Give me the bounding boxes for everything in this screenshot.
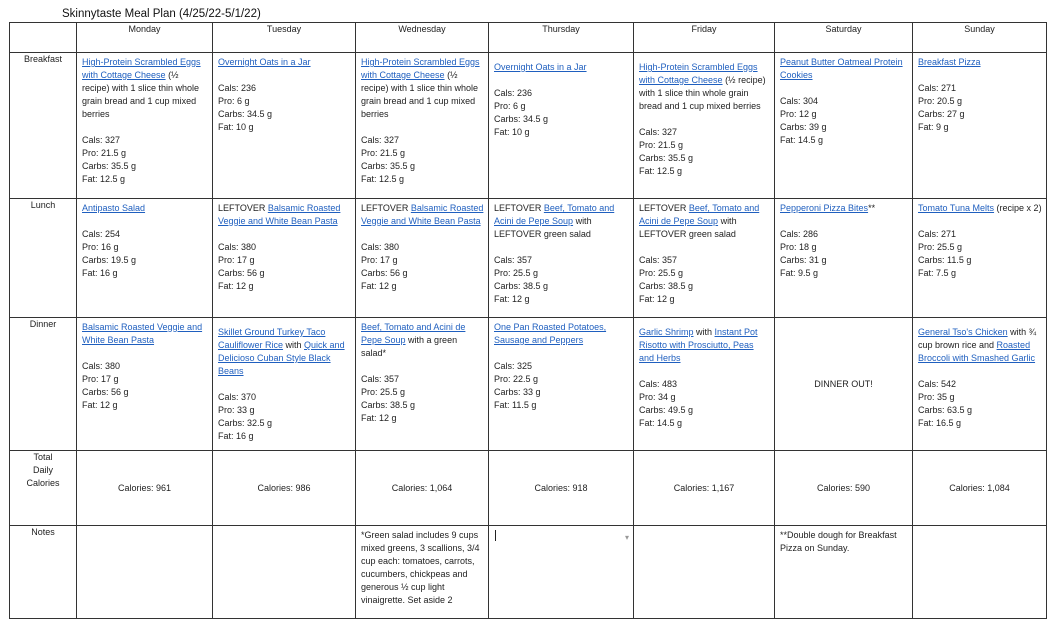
carbs: Carbs: 11.5 g (918, 255, 972, 265)
protein: Pro: 17 g (361, 255, 398, 265)
total-thursday: Calories: 918 (489, 451, 634, 526)
recipe-link[interactable]: Peanut Butter Oatmeal Protein Cookies (780, 57, 903, 80)
calories: Cals: 271 (918, 83, 957, 93)
lunch-tuesday (213, 199, 356, 318)
breakfast-saturday (775, 53, 913, 199)
recipe-link[interactable]: Breakfast Pizza (918, 57, 981, 67)
meal-note: (recipe x 2) (994, 203, 1042, 213)
carbs: Carbs: 34.5 g (218, 109, 273, 119)
calories: Cals: 357 (361, 374, 400, 384)
recipe-link-secondary[interactable]: Instant Pot Risotto with Prosciutto, Peas and Herbs (639, 327, 758, 363)
notes-monday[interactable] (77, 526, 213, 619)
meal-note: (½ recipe) with 1 slice thin whole grain bread and 1 cup mixed berries (639, 75, 766, 111)
carbs: Carbs: 63.5 g (918, 405, 973, 415)
fat: Fat: 9 g (918, 122, 949, 132)
calories: Cals: 236 (218, 83, 257, 93)
text-cursor (495, 530, 496, 541)
protein: Pro: 25.5 g (639, 268, 684, 278)
fat: Fat: 16.5 g (918, 418, 962, 428)
carbs: Carbs: 35.5 g (82, 161, 137, 171)
dinner-thursday (489, 318, 634, 451)
breakfast-wednesday (356, 53, 489, 199)
recipe-link-secondary[interactable]: Quick and Delicioso Cuban Style Black Beans (218, 340, 345, 376)
fat: Fat: 12 g (639, 294, 675, 304)
row-label-total-line1: Total (33, 452, 53, 462)
lunch-saturday (775, 199, 913, 318)
calories: Cals: 254 (82, 229, 121, 239)
leftover-prefix: LEFTOVER (494, 203, 544, 213)
lunch-monday (77, 199, 213, 318)
protein: Pro: 35 g (918, 392, 955, 402)
carbs: Carbs: 33 g (494, 387, 541, 397)
calories: Cals: 380 (82, 361, 121, 371)
carbs: Carbs: 38.5 g (361, 400, 416, 410)
fat: Fat: 12 g (494, 294, 530, 304)
day-header-friday: Friday (634, 23, 775, 53)
carbs: Carbs: 39 g (780, 122, 827, 132)
calories: Cals: 357 (639, 255, 678, 265)
notes-wednesday[interactable] (356, 526, 489, 619)
lunch-thursday (489, 199, 634, 318)
fat: Fat: 12 g (361, 413, 397, 423)
page-title: Skinnytaste Meal Plan (4/25/22-5/1/22) (62, 8, 261, 20)
notes-thursday[interactable] (489, 526, 634, 619)
day-header-tuesday: Tuesday (213, 23, 356, 53)
protein: Pro: 21.5 g (82, 148, 127, 158)
notes-sunday[interactable] (913, 526, 1047, 619)
total-monday: Calories: 961 (77, 451, 213, 526)
recipe-link[interactable]: Balsamic Roasted Veggie and White Bean Pasta (82, 322, 203, 345)
breakfast-thursday (489, 53, 634, 199)
leftover-prefix: LEFTOVER (639, 203, 689, 213)
calories: Cals: 357 (494, 255, 533, 265)
dinner-saturday: DINNER OUT! (775, 318, 913, 451)
fat: Fat: 10 g (218, 122, 254, 132)
carbs: Carbs: 56 g (218, 268, 265, 278)
calories: Cals: 327 (82, 135, 121, 145)
dinner-tuesday (213, 318, 356, 451)
calories: Cals: 271 (918, 229, 957, 239)
carbs: Carbs: 56 g (82, 387, 129, 397)
recipe-link[interactable]: High-Protein Scrambled Eggs with Cottage Cheese (82, 57, 201, 80)
recipe-link[interactable]: Skillet Ground Turkey Taco Cauliflower Rice (218, 327, 326, 350)
breakfast-monday (77, 53, 213, 199)
recipe-link[interactable]: General Tso's Chicken (918, 327, 1008, 337)
breakfast-friday (634, 53, 775, 199)
meal-note: (½ recipe) with 1 slice thin whole grain bread and 1 cup mixed berries (361, 70, 479, 119)
dropdown-arrow-icon[interactable]: ▾ (624, 533, 629, 542)
row-label-total (10, 451, 77, 526)
note-text: *Green salad includes 9 cups mixed greens, 3 scallions, 3/4 cup each: tomatoes, carrots, cucumbers, chickpeas and generous ½ cup light vinaigrette. Set aside 2 (361, 530, 480, 605)
fat: Fat: 16 g (218, 431, 254, 441)
total-wednesday: Calories: 1,064 (356, 451, 489, 526)
row-label-total-line2: Daily (32, 465, 53, 475)
fat: Fat: 12.5 g (639, 166, 683, 176)
protein: Pro: 6 g (218, 96, 250, 106)
recipe-link[interactable]: Beef, Tomato and Acini de Pepe Soup (361, 322, 466, 345)
protein: Pro: 21.5 g (639, 140, 684, 150)
calories: Cals: 542 (918, 379, 957, 389)
calories: Cals: 286 (780, 229, 819, 239)
fat: Fat: 14.5 g (780, 135, 824, 145)
day-header-sunday: Sunday (913, 23, 1047, 53)
carbs: Carbs: 31 g (780, 255, 827, 265)
fat: Fat: 12 g (218, 281, 254, 291)
carbs: Carbs: 19.5 g (82, 255, 137, 265)
recipe-link[interactable]: One Pan Roasted Potatoes, Sausage and Peppers (494, 322, 607, 345)
protein: Pro: 25.5 g (361, 387, 406, 397)
dinner-wednesday (356, 318, 489, 451)
active-cell-editor[interactable] (489, 526, 633, 544)
meal-note: ** (868, 203, 876, 213)
protein: Pro: 34 g (639, 392, 676, 402)
calories: Cals: 236 (494, 88, 533, 98)
protein: Pro: 33 g (218, 405, 255, 415)
recipe-link[interactable]: High-Protein Scrambled Eggs with Cottage Cheese (361, 57, 480, 80)
meal-note: with a green salad* (361, 335, 458, 358)
meal-note: with LEFTOVER green salad (494, 216, 592, 239)
protein: Pro: 16 g (82, 242, 119, 252)
carbs: Carbs: 27 g (918, 109, 965, 119)
row-label-lunch: Lunch (10, 199, 77, 318)
carbs: Carbs: 35.5 g (639, 153, 694, 163)
row-label-breakfast: Breakfast (10, 53, 77, 199)
row-label-total-line3: Calories (26, 478, 60, 488)
calories: Cals: 380 (218, 242, 257, 252)
protein: Pro: 17 g (218, 255, 255, 265)
protein: Pro: 18 g (780, 242, 817, 252)
note-text: **Double dough for Breakfast Pizza on Sunday. (780, 530, 897, 553)
recipe-link[interactable]: Beef, Tomato and Acini de Pepe Soup (494, 203, 615, 226)
carbs: Carbs: 34.5 g (494, 114, 549, 124)
protein: Pro: 25.5 g (918, 242, 963, 252)
calories: Cals: 325 (494, 361, 533, 371)
carbs: Carbs: 56 g (361, 268, 408, 278)
total-tuesday: Calories: 986 (213, 451, 356, 526)
calories: Cals: 304 (780, 96, 819, 106)
dinner-friday (634, 318, 775, 451)
fat: Fat: 7.5 g (918, 268, 957, 278)
leftover-prefix: LEFTOVER (218, 203, 268, 213)
calories: Cals: 327 (361, 135, 400, 145)
carbs: Carbs: 32.5 g (218, 418, 273, 428)
lunch-sunday (913, 199, 1047, 318)
fat: Fat: 12.5 g (82, 174, 126, 184)
notes-tuesday[interactable] (213, 526, 356, 619)
day-header-monday: Monday (77, 23, 213, 53)
total-saturday: Calories: 590 (775, 451, 913, 526)
meal-plan-table (9, 22, 1047, 619)
meal-note: with (283, 340, 305, 350)
carbs: Carbs: 49.5 g (639, 405, 694, 415)
row-label-notes: Notes (10, 526, 77, 619)
recipe-link[interactable]: Pepperoni Pizza Bites (780, 203, 869, 213)
fat: Fat: 12.5 g (361, 174, 405, 184)
calories: Cals: 483 (639, 379, 678, 389)
total-sunday: Calories: 1,084 (913, 451, 1047, 526)
fat: Fat: 9.5 g (780, 268, 819, 278)
fat: Fat: 12 g (82, 400, 118, 410)
recipe-link[interactable]: Balsamic Roasted Veggie and White Bean Pasta (361, 203, 484, 226)
protein: Pro: 25.5 g (494, 268, 539, 278)
protein: Pro: 22.5 g (494, 374, 539, 384)
carbs: Carbs: 38.5 g (494, 281, 549, 291)
protein: Pro: 20.5 g (918, 96, 963, 106)
recipe-link[interactable]: Balsamic Roasted Veggie and White Bean Pasta (218, 203, 341, 226)
total-friday: Calories: 1,167 (634, 451, 775, 526)
meal-note: with LEFTOVER green salad (639, 216, 737, 239)
meal-note: with (693, 327, 715, 337)
calories: Cals: 327 (639, 127, 678, 137)
recipe-link-secondary[interactable]: Roasted Broccoli with Smashed Garlic (918, 340, 1036, 363)
recipe-link[interactable]: Overnight Oats in a Jar (494, 62, 587, 72)
fat: Fat: 16 g (82, 268, 118, 278)
breakfast-sunday (913, 53, 1047, 199)
lunch-friday (634, 199, 775, 318)
meal-note: (½ recipe) with 1 slice thin whole grain bread and 1 cup mixed berries (82, 70, 200, 119)
breakfast-tuesday (213, 53, 356, 199)
notes-saturday[interactable] (775, 526, 913, 619)
protein: Pro: 6 g (494, 101, 526, 111)
recipe-link[interactable]: Tomato Tuna Melts (918, 203, 995, 213)
recipe-link[interactable]: Antipasto Salad (82, 203, 146, 213)
dinner-monday (77, 318, 213, 451)
fat: Fat: 14.5 g (639, 418, 683, 428)
corner-cell (10, 23, 77, 53)
recipe-link[interactable]: Beef, Tomato and Acini de Pepe Soup (639, 203, 760, 226)
protein: Pro: 17 g (82, 374, 119, 384)
day-header-thursday: Thursday (489, 23, 634, 53)
fat: Fat: 11.5 g (494, 400, 537, 410)
protein: Pro: 12 g (780, 109, 817, 119)
dinner-sunday (913, 318, 1047, 451)
fat: Fat: 10 g (494, 127, 530, 137)
protein: Pro: 21.5 g (361, 148, 406, 158)
leftover-prefix: LEFTOVER (361, 203, 411, 213)
carbs: Carbs: 35.5 g (361, 161, 416, 171)
recipe-link[interactable]: High-Protein Scrambled Eggs with Cottage Cheese (639, 62, 758, 85)
notes-friday[interactable] (634, 526, 775, 619)
lunch-wednesday (356, 199, 489, 318)
carbs: Carbs: 38.5 g (639, 281, 694, 291)
meal-note: with ¾ cup brown rice and (918, 327, 1037, 350)
row-label-dinner: Dinner (10, 318, 77, 451)
day-header-wednesday: Wednesday (356, 23, 489, 53)
fat: Fat: 12 g (361, 281, 397, 291)
calories: Cals: 370 (218, 392, 257, 402)
calories: Cals: 380 (361, 242, 400, 252)
recipe-link[interactable]: Garlic Shrimp (639, 327, 694, 337)
recipe-link[interactable]: Overnight Oats in a Jar (218, 57, 311, 67)
day-header-saturday: Saturday (775, 23, 913, 53)
